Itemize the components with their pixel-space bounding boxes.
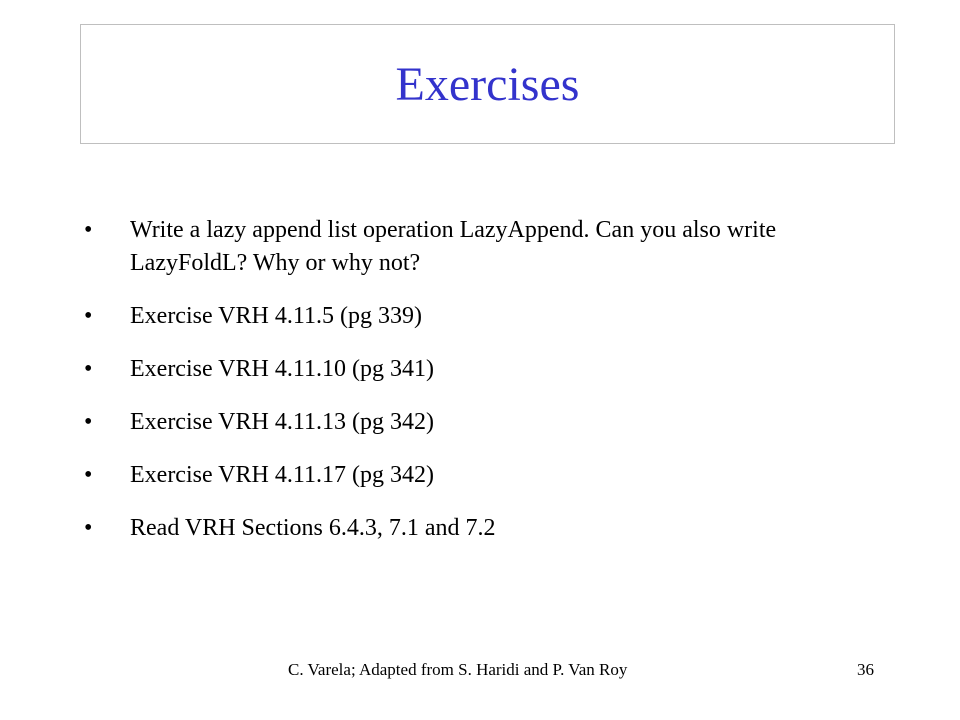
page-number: 36 — [857, 660, 874, 679]
bullet-icon: • — [84, 462, 93, 488]
title-box — [80, 24, 895, 144]
bullet-item — [78, 512, 898, 545]
bullet-item — [78, 214, 898, 280]
bullet-icon: • — [84, 409, 93, 435]
bullet-icon: • — [84, 515, 93, 541]
bullet-text: Exercise VRH 4.11.13 (pg 342) — [130, 409, 434, 435]
bullet-item — [78, 459, 898, 492]
bullet-text: Exercise VRH 4.11.17 (pg 342) — [130, 462, 434, 488]
bullet-text: Read VRH Sections 6.4.3, 7.1 and 7.2 — [130, 515, 496, 541]
bullet-icon: • — [84, 356, 93, 382]
slide-title: Exercises — [395, 57, 580, 111]
bullet-text: Exercise VRH 4.11.10 (pg 341) — [130, 356, 434, 382]
bullet-text: Exercise VRH 4.11.5 (pg 339) — [130, 303, 422, 329]
bullet-item — [78, 300, 898, 333]
footer-credit: C. Varela; Adapted from S. Haridi and P. Van Roy — [288, 660, 628, 679]
bullet-list — [78, 214, 898, 565]
bullet-text: Write a lazy append list operation LazyAppend. Can you also write LazyFoldL? Why or why not? — [130, 217, 777, 276]
bullet-icon: • — [84, 217, 93, 243]
bullet-icon: • — [84, 303, 93, 329]
bullet-item — [78, 406, 898, 439]
bullet-item — [78, 353, 898, 386]
